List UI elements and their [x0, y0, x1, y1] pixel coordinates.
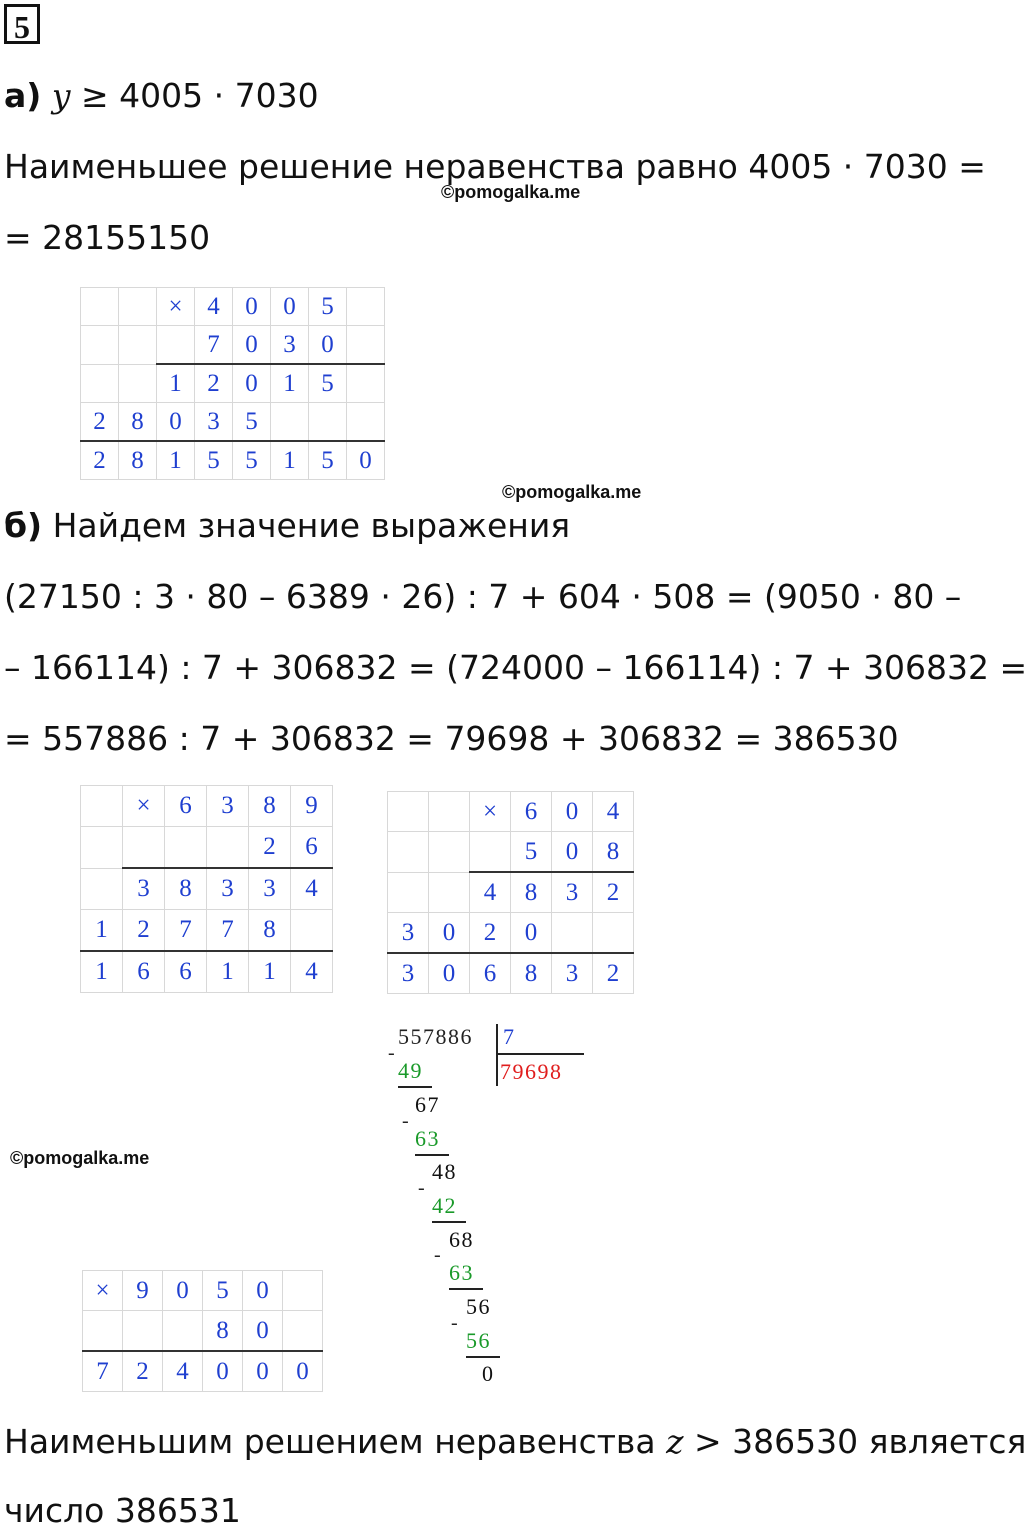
grid-cell: ×	[123, 786, 165, 827]
grid-cell: 3	[552, 953, 593, 994]
grid-cell: 2	[593, 953, 634, 994]
grid-cell	[271, 403, 309, 442]
grid-cell: 2	[249, 827, 291, 869]
grid-cell: 3	[388, 913, 429, 954]
grid-cell: 4	[291, 951, 333, 993]
grid-cell: 5	[233, 403, 271, 442]
grid-cell: 4	[195, 288, 233, 326]
grid-cell: 5	[309, 288, 347, 326]
conclusion-line-1	[4, 1422, 1026, 1462]
grid-cell	[163, 1311, 203, 1352]
division-bracket-vertical	[496, 1024, 498, 1086]
grid-row	[81, 827, 333, 869]
grid-cell: 2	[81, 441, 119, 480]
grid-cell: 3	[207, 786, 249, 827]
grid-cell	[119, 288, 157, 326]
grid-row	[81, 910, 333, 952]
grid-cell: 8	[593, 832, 634, 873]
multiplication-6389-by-26	[80, 785, 333, 993]
grid-cell	[283, 1311, 323, 1352]
grid-cell: 0	[243, 1271, 283, 1311]
part-b-line-1: (27150 : 3 · 80 – 6389 · 26) : 7 + 604 · 508 = (9050 · 80 –	[4, 577, 962, 616]
minus-sign: -	[434, 1244, 441, 1266]
division-rule	[449, 1288, 483, 1290]
grid-cell	[429, 832, 470, 873]
grid-row	[81, 364, 385, 403]
division-rule	[415, 1154, 449, 1156]
part-a-label: а)	[4, 76, 42, 115]
grid-cell: 8	[249, 910, 291, 952]
part-b-label: б)	[4, 506, 43, 545]
grid-row	[81, 786, 333, 827]
minus-sign: -	[418, 1177, 425, 1199]
grid-cell: 3	[123, 868, 165, 910]
grid-cell	[119, 326, 157, 365]
division-subtrahend: 56	[466, 1328, 491, 1353]
grid-row	[388, 872, 634, 913]
grid-row	[388, 792, 634, 832]
grid-cell: 0	[552, 792, 593, 832]
division-rule	[466, 1356, 500, 1358]
division-subtrahend: 63	[415, 1126, 440, 1151]
grid-cell: 2	[470, 913, 511, 954]
division-rule	[432, 1221, 466, 1223]
grid-cell: 2	[123, 1351, 163, 1392]
grid-cell	[470, 832, 511, 873]
grid-cell: 6	[123, 951, 165, 993]
grid-row	[81, 403, 385, 442]
division-remainder: 68	[449, 1227, 474, 1252]
grid-cell: 4	[593, 792, 634, 832]
grid-cell: 7	[165, 910, 207, 952]
grid-cell: 0	[271, 288, 309, 326]
grid-cell	[119, 364, 157, 403]
grid-cell: 1	[271, 364, 309, 403]
grid-cell: 3	[271, 326, 309, 365]
grid-cell: 6	[511, 792, 552, 832]
conclusion-line-2: число 386531	[4, 1491, 241, 1530]
part-a-expression: ≥ 4005 · 7030	[70, 76, 319, 115]
grid-cell: 5	[233, 441, 271, 480]
grid-cell: 9	[291, 786, 333, 827]
grid-row	[388, 832, 634, 873]
grid-cell: 0	[347, 441, 385, 480]
grid-cell	[429, 792, 470, 832]
grid-cell: 1	[81, 951, 123, 993]
grid-cell: 5	[309, 441, 347, 480]
part-b-line-3: = 557886 : 7 + 306832 = 79698 + 306832 = 386530	[4, 719, 899, 758]
part-b-title: Найдем значение выражения	[42, 506, 571, 545]
grid-cell: 8	[511, 953, 552, 994]
grid-cell: 5	[203, 1271, 243, 1311]
part-b-heading	[4, 506, 570, 546]
grid-cell: 1	[271, 441, 309, 480]
division-remainder: 56	[466, 1294, 491, 1319]
grid-cell: 0	[243, 1311, 283, 1352]
variable-z: z	[666, 1422, 684, 1461]
variable-y: y	[51, 76, 71, 115]
grid-cell	[81, 786, 123, 827]
grid-cell	[593, 913, 634, 954]
grid-cell	[388, 792, 429, 832]
grid-cell	[429, 872, 470, 913]
grid-cell: 0	[243, 1351, 283, 1392]
grid-cell	[388, 872, 429, 913]
grid-cell: 8	[119, 403, 157, 442]
grid-cell	[123, 827, 165, 869]
division-final-remainder: 0	[482, 1361, 495, 1386]
grid-cell: 6	[470, 953, 511, 994]
grid-row	[388, 953, 634, 994]
grid-cell: ×	[157, 288, 195, 326]
grid-cell: 3	[207, 868, 249, 910]
grid-cell: 6	[291, 827, 333, 869]
grid-cell: 9	[123, 1271, 163, 1311]
division-rule	[398, 1086, 432, 1088]
grid-cell: 3	[388, 953, 429, 994]
grid-cell: 2	[195, 364, 233, 403]
conclusion-text: Наименьшим решением неравенства	[4, 1422, 667, 1461]
grid-cell	[347, 403, 385, 442]
grid-cell: 1	[157, 364, 195, 403]
part-b-line-2: – 166114) : 7 + 306832 = (724000 – 166114) : 7 + 306832 =	[4, 648, 1027, 687]
grid-cell	[81, 868, 123, 910]
grid-cell: 5	[195, 441, 233, 480]
multiplication-604-by-508	[387, 791, 634, 994]
grid-cell: 4	[163, 1351, 203, 1392]
part-a-statement	[4, 76, 319, 116]
grid-cell: 2	[593, 872, 634, 913]
grid-cell: 1	[207, 951, 249, 993]
division-remainder: 48	[432, 1159, 457, 1184]
grid-cell	[283, 1271, 323, 1311]
grid-cell	[552, 913, 593, 954]
part-a-line-1: Наименьшее решение неравенства равно 4005 · 7030 =	[4, 147, 986, 186]
division-remainder: 67	[415, 1092, 440, 1117]
grid-cell: 2	[123, 910, 165, 952]
grid-cell	[83, 1311, 123, 1352]
grid-cell	[81, 326, 119, 365]
grid-cell: 8	[249, 786, 291, 827]
task-number: 5	[4, 4, 40, 44]
grid-cell: 0	[233, 326, 271, 365]
part-a-line-2: = 28155150	[4, 218, 211, 257]
grid-cell	[207, 827, 249, 869]
grid-row	[83, 1311, 323, 1352]
grid-cell	[81, 827, 123, 869]
grid-cell	[347, 288, 385, 326]
grid-row	[388, 913, 634, 954]
grid-cell: 0	[233, 288, 271, 326]
grid-row	[81, 868, 333, 910]
watermark: ©pomogalka.me	[10, 1148, 150, 1168]
division-dividend: 557886	[398, 1024, 473, 1049]
division-subtrahend: 49	[398, 1058, 423, 1083]
watermark: ©pomogalka.me	[441, 182, 581, 202]
grid-cell: 3	[195, 403, 233, 442]
grid-row	[81, 441, 385, 480]
grid-cell: 4	[470, 872, 511, 913]
division-divisor: 7	[503, 1024, 516, 1049]
grid-cell: 0	[309, 326, 347, 365]
grid-cell: 0	[283, 1351, 323, 1392]
grid-cell	[81, 364, 119, 403]
multiplication-4005-by-7030	[80, 287, 385, 480]
grid-cell	[157, 326, 195, 365]
grid-cell	[388, 832, 429, 873]
conclusion-text: > 386530 является	[683, 1422, 1027, 1461]
multiplication-9050-by-80	[82, 1270, 323, 1392]
grid-cell: 0	[157, 403, 195, 442]
grid-row	[81, 288, 385, 326]
grid-cell	[347, 326, 385, 365]
grid-cell: 8	[119, 441, 157, 480]
grid-cell: 8	[203, 1311, 243, 1352]
division-quotient: 79698	[500, 1059, 563, 1084]
grid-cell: 0	[233, 364, 271, 403]
grid-cell: 7	[207, 910, 249, 952]
grid-cell: 5	[309, 364, 347, 403]
grid-cell	[347, 364, 385, 403]
grid-cell: 8	[165, 868, 207, 910]
grid-row	[83, 1271, 323, 1311]
grid-cell: 0	[552, 832, 593, 873]
grid-cell: 0	[511, 913, 552, 954]
grid-cell: 8	[511, 872, 552, 913]
grid-cell: 1	[249, 951, 291, 993]
grid-cell: 2	[81, 403, 119, 442]
grid-cell	[123, 1311, 163, 1352]
minus-sign: -	[388, 1042, 395, 1064]
grid-row	[81, 326, 385, 365]
grid-cell	[291, 910, 333, 952]
grid-cell: 0	[429, 953, 470, 994]
grid-cell: 3	[249, 868, 291, 910]
division-subtrahend: 42	[432, 1193, 457, 1218]
grid-cell	[309, 403, 347, 442]
grid-cell	[165, 827, 207, 869]
grid-row	[83, 1351, 323, 1392]
minus-sign: -	[402, 1110, 409, 1132]
grid-cell: 7	[83, 1351, 123, 1392]
grid-cell: 1	[81, 910, 123, 952]
grid-cell: 0	[163, 1271, 203, 1311]
division-bracket-horizontal	[496, 1053, 584, 1055]
grid-row	[81, 951, 333, 993]
grid-cell: 0	[429, 913, 470, 954]
grid-cell: ×	[470, 792, 511, 832]
grid-cell: 4	[291, 868, 333, 910]
grid-cell: 7	[195, 326, 233, 365]
minus-sign: -	[451, 1312, 458, 1334]
grid-cell: 6	[165, 786, 207, 827]
grid-cell: 3	[552, 872, 593, 913]
grid-cell: ×	[83, 1271, 123, 1311]
grid-cell: 1	[157, 441, 195, 480]
watermark: ©pomogalka.me	[502, 482, 642, 502]
grid-cell: 0	[203, 1351, 243, 1392]
division-subtrahend: 63	[449, 1260, 474, 1285]
grid-cell	[81, 288, 119, 326]
grid-cell: 5	[511, 832, 552, 873]
grid-cell: 6	[165, 951, 207, 993]
